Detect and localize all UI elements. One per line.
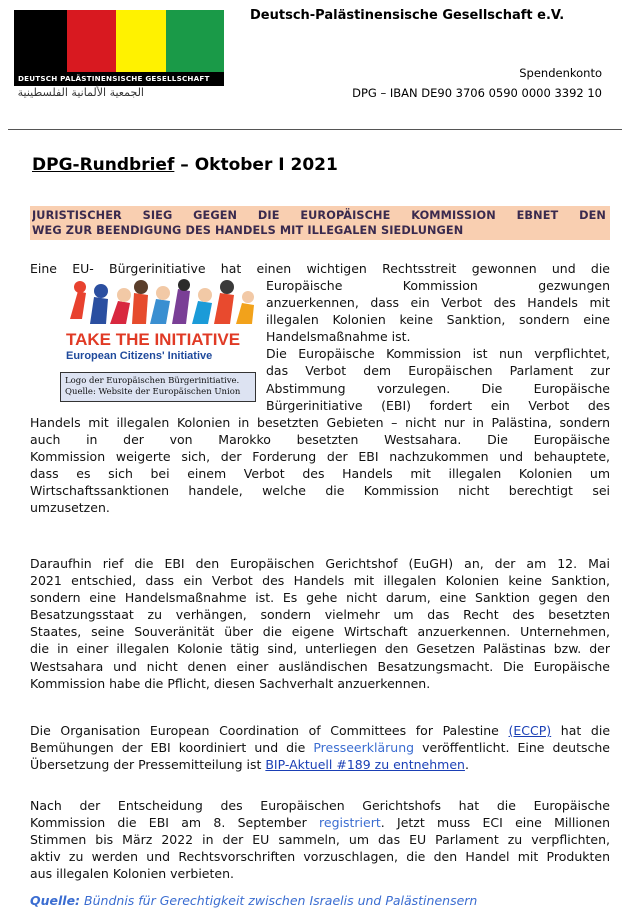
header-divider <box>8 129 622 130</box>
paragraph-line: Die Organisation European Coordination of Committees for Palestine (ECCP) hat die <box>30 723 610 738</box>
page-title-name: DPG-Rundbrief <box>32 155 175 175</box>
paragraph-line: Europäische Kommission gezwungen <box>266 278 610 293</box>
paragraph-line: aus illegalen Kolonien verbieten. <box>30 866 234 882</box>
paragraph-line: illegalen Kolonien keine Sanktion, sondern eine <box>266 312 610 328</box>
bip-aktuell-link[interactable]: BIP-Aktuell #189 zu entnehmen <box>265 757 465 773</box>
page-title-date: – Oktober I 2021 <box>174 155 338 175</box>
paragraph-line: Handelsmaßnahme ist. <box>266 329 411 345</box>
image-caption <box>60 372 256 402</box>
paragraph-line: das Verbot dem Europäischen Parlament zur <box>266 363 610 379</box>
eci-people-illustration <box>60 279 258 367</box>
paragraph-line: Westsahara und nicht denen einer ausländischen Besatzungsmacht. Die Europäische <box>30 658 610 674</box>
paragraph-1-wrap <box>266 277 610 414</box>
flag-stripe-red <box>67 10 116 72</box>
paragraph-3 <box>30 722 610 773</box>
paragraph-line: sondern eine Handelsmaßnahme ist. Es gehe nicht darum, eine Sanktion gegen den <box>30 590 610 606</box>
headline-line: JURISTISCHER SIEG GEGEN DIE EUROPÄISCHE KOMMISSION EBNET DEN <box>32 209 606 222</box>
article-headline <box>30 206 610 240</box>
flag-stripe-yellow <box>116 10 166 72</box>
paragraph-line: anzuerkennen, dass ein Verbot des Handels mit <box>266 295 610 311</box>
paragraph-line: Kommission habe die Pflicht, diesen Sachverhalt anzuerkennen. <box>30 675 431 691</box>
paragraph-line: Staates, seine Souveränität über die eigene Wirtschaft anzuerkennen. Unternehmen, <box>30 624 610 640</box>
logo-band-text: DEUTSCH PALÄSTINENSISCHE GESELLSCHAFT <box>14 72 224 86</box>
flag-stripe-green <box>166 10 224 72</box>
dpg-logo <box>14 10 224 86</box>
headline-line: WEG ZUR BEENDIGUNG DES HANDELS MIT ILLEGALEN SIEDLUNGEN <box>32 224 464 237</box>
paragraph-line: 2021 entschied, dass ein Verbot des Handels mit illegalen Kolonien keine Sanktion, <box>30 573 610 589</box>
paragraph-line: Bemühungen der EBI koordiniert und die Presseerklärung veröffentlicht. Eine deutsche <box>30 740 610 756</box>
eccp-link[interactable]: (ECCP) <box>508 723 552 738</box>
organization-name: Deutsch-Palästinensische Gesellschaft e.V. <box>250 8 565 23</box>
press-release-link[interactable]: Presseerklärung <box>313 740 415 756</box>
paragraph-line: Übersetzung der Pressemitteilung ist BIP-Aktuell #189 zu entnehmen. <box>30 757 469 773</box>
paragraph-line: Eine EU- Bürgerinitiative hat einen wichtigen Rechtsstreit gewonnen und die <box>30 261 610 276</box>
paragraph-line: umzusetzen. <box>30 500 110 516</box>
paragraph-line: Abstimmung vorzulegen. Die Europäische <box>266 380 610 396</box>
paragraph-1-bottom <box>30 414 610 517</box>
paragraph-line: Kommission weigerte sich, der Forderung der EBI nachzukommen und behauptete, <box>30 449 610 465</box>
eci-logo-image <box>60 279 258 367</box>
logo-arabic-text: الجمعية الألمانية الفلسطينية <box>17 86 144 99</box>
paragraph-line: Bürgerinitiative (EBI) fordert ein Verbot des <box>266 397 610 413</box>
source-text: Bündnis für Gerechtigkeit zwischen Israelis und Palästinensern <box>80 893 478 908</box>
paragraph-1-top <box>30 260 610 277</box>
paragraph-line: Wirtschaftssanktionen handele, welche die Kommission nicht berechtigt sei <box>30 483 610 499</box>
iban-number: DPG – IBAN DE90 3706 0590 0000 3392 10 <box>352 86 602 100</box>
flag-stripe-black <box>14 10 67 72</box>
paragraph-line: aktiv zu werden und Rechtsvorschriften vorzuschlagen, die den Handel mit Produkten <box>30 849 610 865</box>
paragraph-4 <box>30 797 610 882</box>
paragraph-2 <box>30 555 610 692</box>
paragraph-line: Stimmen bis März 2022 in der EU sammeln, um das EU Parlament zu verpflichten, <box>30 832 610 848</box>
paragraph-line: Handels mit illegalen Kolonien in besetzten Gebieten – nicht nur in Palästina, sondern <box>30 415 610 430</box>
donation-account-label: Spendenkonto <box>519 66 602 80</box>
page-title <box>32 155 338 175</box>
caption-line: Quelle: Website der Europäischen Union <box>65 387 241 397</box>
eci-subtitle-text: European Citizens' Initiative <box>66 350 213 362</box>
paragraph-line: Die Europäische Kommission ist nun verpflichtet, <box>266 346 610 362</box>
source-credit <box>30 893 477 908</box>
registered-link[interactable]: registriert <box>319 815 381 831</box>
paragraph-line: Kommission die EBI am 8. September registriert. Jetzt muss ECI eine Millionen <box>30 815 610 831</box>
paragraph-line: Besatzungsstaat zu verhängen, sondern vielmehr um das Recht des besetzten <box>30 607 610 623</box>
paragraph-line: Daraufhin rief die EBI den Europäischen Gerichtshof (EuGH) an, der am 12. Mai <box>30 556 610 571</box>
paragraph-line: die in einer illegalen Kolonie tätig sind, unterliegen den Gesetzen Palästinas bzw. der <box>30 641 610 657</box>
eci-title-text: TAKE THE INITIATIVE <box>66 330 241 349</box>
caption-line: Logo der Europäischen Bürgerinitiative. <box>65 376 240 386</box>
paragraph-line: dass es sich bei einem Verbot des Handels mit illegalen Kolonien um <box>30 466 610 482</box>
source-label: Quelle: <box>30 893 81 908</box>
paragraph-line: Nach der Entscheidung des Europäischen Gerichtshofs hat die Europäische <box>30 798 610 813</box>
paragraph-line: auch in der von Marokko besetzten Westsahara. Die Europäische <box>30 432 610 448</box>
